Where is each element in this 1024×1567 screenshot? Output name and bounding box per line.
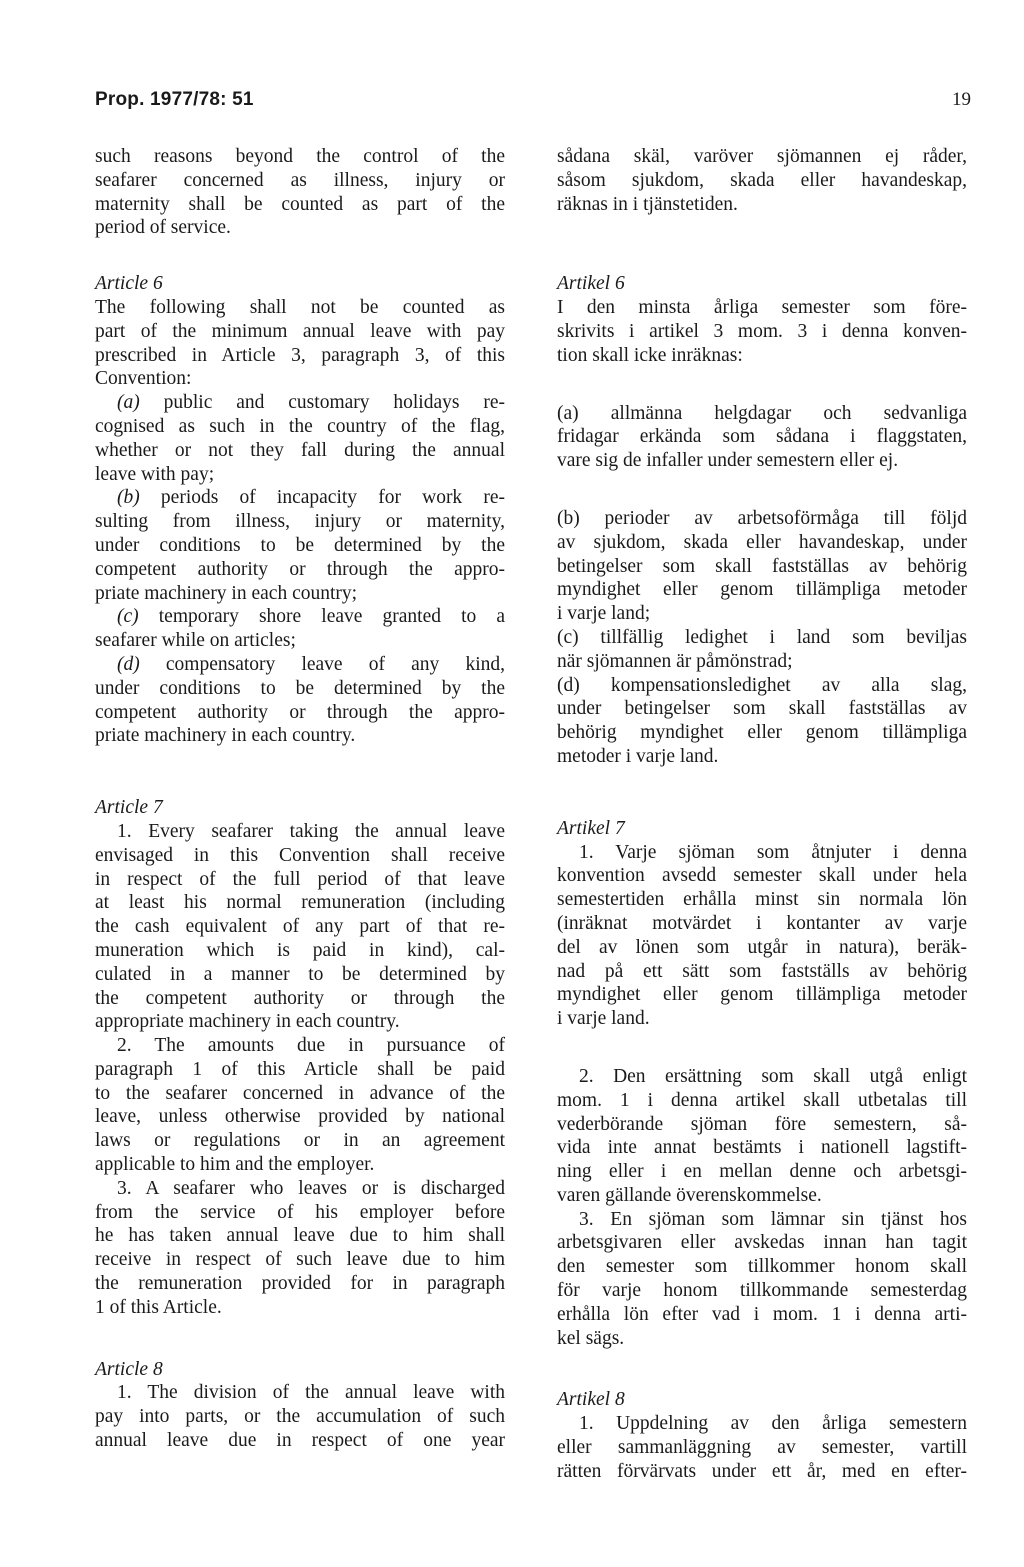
document-reference: Prop. 1977/78: 51 bbox=[95, 89, 254, 110]
swedish-intro bbox=[557, 145, 967, 216]
text-line: erhålla lön efter vad i mom. 1 i denna arti- bbox=[557, 1303, 967, 1325]
list-item-a bbox=[95, 391, 505, 415]
text-line: priate machinery in each country; bbox=[95, 582, 358, 604]
article-heading: Artikel 6 bbox=[557, 273, 625, 295]
text-line: vare sig de infaller under semestern eller ej. bbox=[557, 450, 899, 472]
text-line: 1. Every seafarer taking the annual leave bbox=[117, 820, 505, 842]
text-line: under conditions to be determined by the bbox=[95, 677, 505, 699]
text-line: i varje land. bbox=[557, 1008, 650, 1030]
text-line: betingelser som skall fastställas av behörig bbox=[557, 555, 967, 577]
text-line: 2. Den ersättning som skall utgå enligt bbox=[579, 1065, 967, 1087]
text-line: rätten förvärvats under ett år, med en efter- bbox=[557, 1460, 967, 1482]
text-line: the remuneration provided for in paragraph bbox=[95, 1273, 505, 1295]
text-line: 3. En sjöman som lämnar sin tjänst hos bbox=[579, 1208, 967, 1230]
article-heading: Artikel 7 bbox=[557, 817, 625, 839]
text-line: eller sammanläggning av semester, vartill bbox=[557, 1437, 967, 1459]
text-line: 3. A seafarer who leaves or is discharged bbox=[117, 1177, 505, 1199]
text-line: whether or not they fall during the annual bbox=[95, 439, 505, 461]
item-text: public and customary holidays re- bbox=[139, 392, 505, 414]
text-line: maternity shall be counted as part of the bbox=[95, 193, 505, 215]
text-line: semestertiden erhålla minst sin normala lön bbox=[557, 889, 967, 911]
text-line: för varje honom tillkommande semesterdag bbox=[557, 1280, 967, 1302]
artikel-8-swedish bbox=[557, 1388, 967, 1483]
text-line: laws or regulations or in an agreement bbox=[95, 1130, 505, 1152]
list-item-c: (c) tillfällig ledighet i land som beviljas bbox=[557, 626, 967, 648]
text-line: competent authority or through the appro- bbox=[95, 701, 505, 723]
text-line: i varje land; bbox=[557, 603, 651, 625]
text-line: paragraph 1 of this Article shall be paid bbox=[95, 1058, 505, 1080]
text-line: culated in a manner to be determined by bbox=[95, 963, 505, 985]
text-line: sådana skäl, varöver sjömannen ej råder, bbox=[557, 146, 967, 167]
article-heading: Article 8 bbox=[95, 1358, 163, 1380]
article-8-english bbox=[95, 1358, 505, 1453]
text-line: sulting from illness, injury or maternity, bbox=[95, 511, 505, 533]
item-text: temporary shore leave granted to a bbox=[138, 606, 505, 628]
text-line: envisaged in this Convention shall receive bbox=[95, 844, 505, 866]
text-line: när sjömannen är påmönstrad; bbox=[557, 650, 793, 672]
text-line: Convention: bbox=[95, 368, 192, 390]
item-label: (c) bbox=[117, 606, 139, 628]
text-line: leave, unless otherwise provided by national bbox=[95, 1106, 505, 1128]
text-line: from the service of his employer before bbox=[95, 1201, 505, 1223]
item-label: (d) bbox=[117, 653, 140, 675]
text-line: (inräknat motvärdet i kontanter av varje bbox=[557, 912, 967, 934]
english-intro bbox=[95, 145, 505, 240]
artikel-7-swedish bbox=[557, 817, 967, 1351]
list-item-d bbox=[95, 653, 505, 677]
item-text: compensatory leave of any kind, bbox=[139, 653, 505, 675]
text-line: metoder i varje land. bbox=[557, 745, 719, 767]
text-line: at least his normal remuneration (including bbox=[95, 892, 505, 914]
artikel-6-swedish bbox=[557, 272, 967, 768]
text-line: varen gällande överenskommelse. bbox=[557, 1184, 822, 1206]
text-line: in respect of the full period of that leave bbox=[95, 868, 505, 890]
text-line: såsom sjukdom, skada eller havandeskap, bbox=[557, 169, 967, 191]
text-line: the cash equivalent of any part of that re- bbox=[95, 916, 505, 938]
list-item-b bbox=[95, 486, 505, 510]
text-line: receive in respect of such leave due to him bbox=[95, 1249, 505, 1271]
text-line: av sjukdom, skada eller havandeskap, under bbox=[557, 531, 967, 553]
text-line: competent authority or through the appro- bbox=[95, 558, 505, 580]
text-line: under betingelser som skall fastställas av bbox=[557, 698, 967, 720]
text-line: myndighet eller genom tillämpliga metoder bbox=[557, 579, 967, 601]
text-line: period of service. bbox=[95, 217, 231, 239]
text-line: pay into parts, or the accumulation of such bbox=[95, 1406, 505, 1428]
swedish-column bbox=[557, 145, 967, 1484]
text-line: cognised as such in the country of the flag, bbox=[95, 415, 505, 437]
text-line: ning eller i en mellan denne och arbetsgi- bbox=[557, 1161, 967, 1183]
text-line: 1. Uppdelning av den årliga semestern bbox=[579, 1413, 967, 1435]
text-line: den semester som tillkommer honom skall bbox=[557, 1256, 967, 1278]
item-label: (b) bbox=[117, 487, 140, 509]
text-line: leave with pay; bbox=[95, 463, 215, 485]
text-line: part of the minimum annual leave with pay bbox=[95, 320, 505, 342]
text-line: such reasons beyond the control of the bbox=[95, 146, 505, 167]
page-number: 19 bbox=[952, 89, 971, 110]
article-7-english bbox=[95, 796, 505, 1320]
list-item-c bbox=[95, 605, 505, 629]
article-heading: Article 7 bbox=[95, 797, 163, 819]
text-line: skrivits i artikel 3 mom. 3 i denna konven- bbox=[557, 320, 967, 342]
text-line: seafarer concerned as illness, injury or bbox=[95, 169, 505, 191]
list-item-a: (a) allmänna helgdagar och sedvanliga bbox=[557, 402, 967, 424]
text-line: seafarer while on articles; bbox=[95, 630, 296, 652]
text-line: vida inte annat bestämts i nationell lagstift- bbox=[557, 1137, 967, 1159]
text-line: applicable to him and the employer. bbox=[95, 1154, 375, 1176]
text-line: to the seafarer concerned in advance of the bbox=[95, 1082, 505, 1104]
text-line: arbetsgivaren eller avskedas innan han tagit bbox=[557, 1232, 967, 1254]
text-line: del av lönen som utgår in natura), beräk- bbox=[557, 936, 967, 958]
text-line: myndighet eller genom tillämpliga metoder bbox=[557, 984, 967, 1006]
text-line: appropriate machinery in each country. bbox=[95, 1011, 400, 1033]
item-text: periods of incapacity for work re- bbox=[139, 487, 505, 509]
text-line: behörig myndighet eller genom tillämpliga bbox=[557, 722, 967, 744]
article-heading: Article 6 bbox=[95, 273, 163, 295]
list-item-b: (b) perioder av arbetsoförmåga till följd bbox=[557, 507, 967, 529]
text-line: fridagar erkända som sådana i flaggstaten, bbox=[557, 426, 967, 448]
text-line: 1 of this Article. bbox=[95, 1296, 222, 1318]
text-line: priate machinery in each country. bbox=[95, 725, 356, 747]
article-heading: Artikel 8 bbox=[557, 1389, 625, 1411]
text-line: mom. 1 i denna artikel skall utbetalas till bbox=[557, 1089, 967, 1111]
text-line: räknas in i tjänstetiden. bbox=[557, 193, 738, 215]
text-line: konvention avsedd semester skall under hela bbox=[557, 865, 967, 887]
english-column bbox=[95, 145, 505, 1453]
text-line: annual leave due in respect of one year bbox=[95, 1430, 505, 1452]
text-line: 1. Varje sjöman som åtnjuter i denna bbox=[579, 841, 967, 863]
list-item-d: (d) kompensationsledighet av alla slag, bbox=[557, 674, 967, 696]
text-line: the competent authority or through the bbox=[95, 987, 505, 1009]
text-line: tion skall icke inräknas: bbox=[557, 344, 743, 366]
text-line: 1. The division of the annual leave with bbox=[117, 1382, 505, 1404]
item-label: (a) bbox=[117, 392, 140, 414]
text-line: I den minsta årliga semester som före- bbox=[557, 297, 967, 319]
text-line: 2. The amounts due in pursuance of bbox=[117, 1035, 505, 1057]
text-line: nad på ett sätt som fastställs av behörig bbox=[557, 960, 967, 982]
article-6-english bbox=[95, 272, 505, 748]
text-line: The following shall not be counted as bbox=[95, 296, 505, 318]
text-line: muneration which is paid in kind), cal- bbox=[95, 939, 505, 961]
text-line: he has taken annual leave due to him shall bbox=[95, 1225, 505, 1247]
text-line: under conditions to be determined by the bbox=[95, 534, 505, 556]
text-line: prescribed in Article 3, paragraph 3, of this bbox=[95, 344, 505, 366]
text-line: vederbörande sjöman före semestern, så- bbox=[557, 1113, 967, 1135]
text-line: kel sägs. bbox=[557, 1327, 625, 1349]
